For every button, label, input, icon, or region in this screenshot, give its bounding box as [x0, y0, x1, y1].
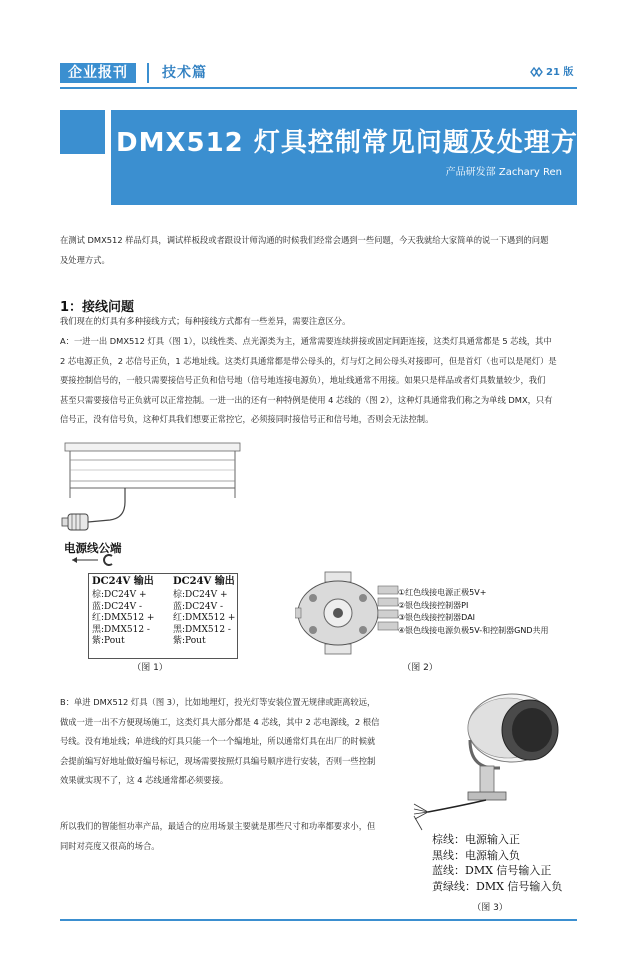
wire-label: 黄绿线：DMX 信号输入负 [432, 879, 563, 893]
header-rule [60, 87, 577, 89]
text-line: 甚至只需要接信号正负就可以正常控制。一进一出的还有一种特例是使用 4 芯线的（图 2），这种灯具通常我们称之为单线 DMX，只有 [60, 394, 553, 405]
page-number [530, 66, 573, 80]
text-line: 所以我们的智能恒功率产品，最适合的应用场景主要就是那些尺寸和功率都要求小，但 [60, 821, 376, 831]
text-line: 效果就实现不了，这 4 芯线通常都必须要接。 [60, 775, 229, 785]
logo-icon [530, 67, 543, 77]
wiring-entry: 紫:Pout [92, 636, 125, 646]
intro-paragraph [60, 231, 580, 270]
connector-label: 电源线公端 [64, 541, 122, 555]
figure3-caption: （图 3） [472, 903, 508, 913]
paragraph-a [60, 332, 585, 430]
wiring-column-header: DC24V 输出 [173, 576, 235, 587]
legend-item: ②银色线接控制器PI [398, 600, 469, 610]
wiring-entry: 棕:DC24V + [92, 590, 147, 600]
figure1-connector-illustration [60, 440, 245, 550]
wire-label: 蓝线：DMX 信号输入正 [432, 864, 552, 877]
text-line: 会提前编写好地址做好编号标记，现场需要按照灯具编号顺序进行安装，否则一些控制 [60, 755, 376, 766]
article-title: DMX512 灯具控制常见问题及处理方法 [116, 128, 605, 158]
section-label: 企业报刊 [60, 63, 136, 83]
section-heading: 1：接线问题 [60, 300, 135, 315]
wiring-entry: 棕:DC24V + [173, 590, 228, 600]
text-line: 在测试 DMX512 样品灯具，调试样板段或者跟设计师沟通的时候我们经常会遇到一些问题，今天我就给大家简单的说一下遇到的问题 [60, 235, 549, 245]
wiring-entry: 红:DMX512 + [92, 613, 155, 623]
figure1-wiring-table [88, 573, 238, 659]
text-line: 号线。没有地址线；单进线的灯具只能一个一个编地址，所以通常灯具在出厂的时候就 [60, 736, 376, 746]
text-line: 2 芯电源正负，2 芯信号正负，1 芯地址线。这类灯具通常都是带公母头的，灯与灯之间公母头对接即可，但是首灯（也可以是尾灯）是 [60, 355, 557, 366]
figure1-caption: （图 1） [132, 663, 168, 673]
page-number-text: 21 版 [546, 67, 574, 78]
wiring-entry: 黑:DMX512 - [92, 624, 150, 635]
wiring-entry: 紫:Pout [173, 636, 206, 646]
banner-accent-block [60, 110, 105, 154]
legend-item: ④银色线接电源负极5V-和控制器GND共用 [398, 625, 549, 635]
wire-label: 棕线：电源输入正 [432, 833, 520, 846]
figure2-caption: （图 2） [402, 663, 438, 673]
text-line: A：一进一出 DMX512 灯具（图 1），以线性类、点光源类为主，通常需要连续拼接或固定间距连接，这类灯具通常都是 5 芯线，其中 [60, 336, 552, 346]
wiring-column [92, 590, 154, 648]
header-divider [147, 63, 149, 83]
wiring-entry: 红:DMX512 + [173, 613, 236, 623]
paragraph-c [60, 817, 400, 856]
figure3-floodlight-illustration [400, 688, 575, 833]
section-lead: 我们现在的灯具有多种接线方式；每种接线方式都有一些差异，需要注意区分。 [60, 316, 351, 326]
text-line: 信号正，没有信号负，这种灯具我们想要正常控它，必须接同时接信号正和信号地，否则会无法控制。 [60, 414, 434, 424]
figure3-labels [432, 832, 562, 894]
footer-rule [60, 919, 577, 921]
figure2-legend [398, 587, 549, 637]
legend-item: ①红色线接电源正极5V+ [398, 588, 487, 597]
wiring-column-header: DC24V 输出 [92, 576, 154, 587]
wire-label: 黑线：电源输入负 [432, 848, 520, 862]
wiring-entry: 蓝:DC24V - [173, 601, 223, 612]
arrow-left-icon [70, 553, 120, 567]
category-label: 技术篇 [162, 65, 207, 81]
figure2-pixel-node-illustration [295, 568, 405, 658]
text-line: 同时对亮度又很高的场合。 [60, 840, 160, 851]
text-line: 及处理方式。 [60, 254, 110, 265]
paragraph-b [60, 693, 400, 791]
text-line: 要接控制信号的，一般只需要接信号正负和信号地（信号地连接电源负），地址线通常不用接。如果只是样品或者灯具数量较少，我们 [60, 375, 546, 385]
text-line: 做成一进一出不方便现场施工，这类灯具大部分都是 4 芯线，其中 2 芯电源线，2 根信 [60, 716, 380, 727]
wiring-entry: 黑:DMX512 - [173, 624, 231, 635]
article-author: 产品研发部 Zachary Ren [445, 167, 562, 178]
wiring-column [173, 590, 235, 648]
legend-item: ③银色线接控制器DAI [398, 613, 476, 622]
wiring-entry: 蓝:DC24V - [92, 601, 142, 612]
text-line: B：单进 DMX512 灯具（图 3），比如地埋灯，投光灯等安装位置无规律或距离较远， [60, 697, 376, 707]
